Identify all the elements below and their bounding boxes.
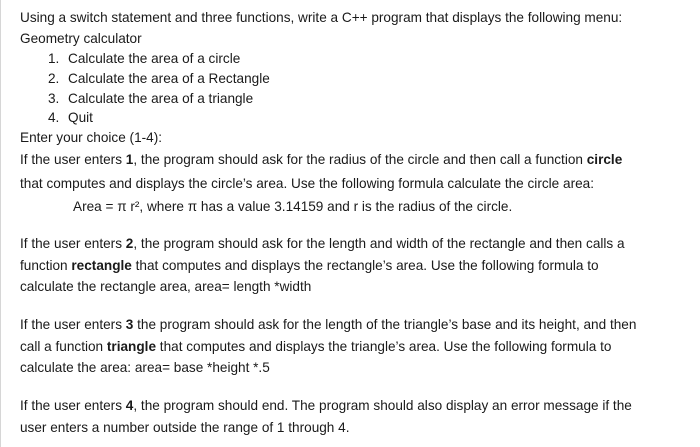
p3-function-name: triangle (106, 339, 157, 354)
p2-text-a: If the user enters (20, 236, 126, 251)
p2-text-c: function (20, 258, 72, 273)
menu-item-2-number: 2. (48, 71, 60, 86)
p4-text-a: If the user enters (20, 398, 126, 413)
menu-item-1 (48, 49, 240, 69)
p2-function-name: rectangle (71, 258, 132, 273)
p1-text-a: If the user enters (20, 152, 126, 167)
p1-text-b: , the program should ask for the radius of the circle and then call a function (133, 152, 587, 167)
p3-line-3: calculate the area: area= base *height *.5 (20, 360, 270, 375)
p3-choice: 3 (125, 317, 134, 332)
menu-item-3-label: Calculate the area of a triangle (68, 91, 254, 106)
p3-text-c: call a function (20, 339, 107, 354)
p4-choice: 4 (125, 398, 134, 413)
p2-line-1 (20, 234, 625, 254)
menu-title: Geometry calculator (20, 31, 142, 46)
p2-text-d: that computes and displays the rectangle’s area. Use the following formula to (131, 258, 599, 273)
menu-item-4-number: 4. (48, 110, 60, 125)
menu-item-1-label: Calculate the area of a circle (68, 51, 241, 66)
p2-choice: 2 (125, 236, 134, 251)
p3-text-b: the program should ask for the length of the triangle’s base and its height, and then (133, 317, 637, 332)
menu-item-2-label: Calculate the area of a Rectangle (68, 71, 270, 86)
menu-item-4-label: Quit (68, 110, 93, 125)
p1-choice: 1 (125, 152, 134, 167)
p2-line-3: calculate the rectangle area, area= length *width (20, 279, 312, 294)
menu-item-2 (48, 69, 270, 89)
menu-item-1-number: 1. (48, 51, 60, 66)
p1-line-2: that computes and displays the circle’s area. Use the following formula calculate the circle area: (20, 176, 594, 191)
p2-text-b: , the program should ask for the length and width of the rectangle and then calls a (133, 236, 625, 251)
p2-line-2 (20, 256, 599, 276)
menu-prompt: Enter your choice (1-4): (20, 130, 163, 145)
p4-line-2: user enters a number outside the range of 1 through 4. (20, 420, 350, 435)
p4-text-b: , the program should end. The program should also display an error message if the (133, 398, 632, 413)
p3-line-1 (20, 315, 636, 335)
menu-item-3 (48, 89, 253, 109)
p3-text-d: that computes and displays the triangle’s area. Use the following formula to (156, 339, 612, 354)
p1-line-1 (20, 150, 622, 170)
p3-line-2 (20, 337, 611, 357)
p3-text-a: If the user enters (20, 317, 126, 332)
p1-function-name: circle (586, 152, 623, 167)
menu-item-3-number: 3. (48, 91, 60, 106)
p4-line-1 (20, 396, 632, 416)
menu-item-4 (48, 108, 93, 128)
intro-text: Using a switch statement and three functions, write a C++ program that displays the following menu: (20, 10, 623, 25)
p1-formula: Area = π r², where π has a value 3.14159 and r is the radius of the circle. (73, 199, 513, 214)
